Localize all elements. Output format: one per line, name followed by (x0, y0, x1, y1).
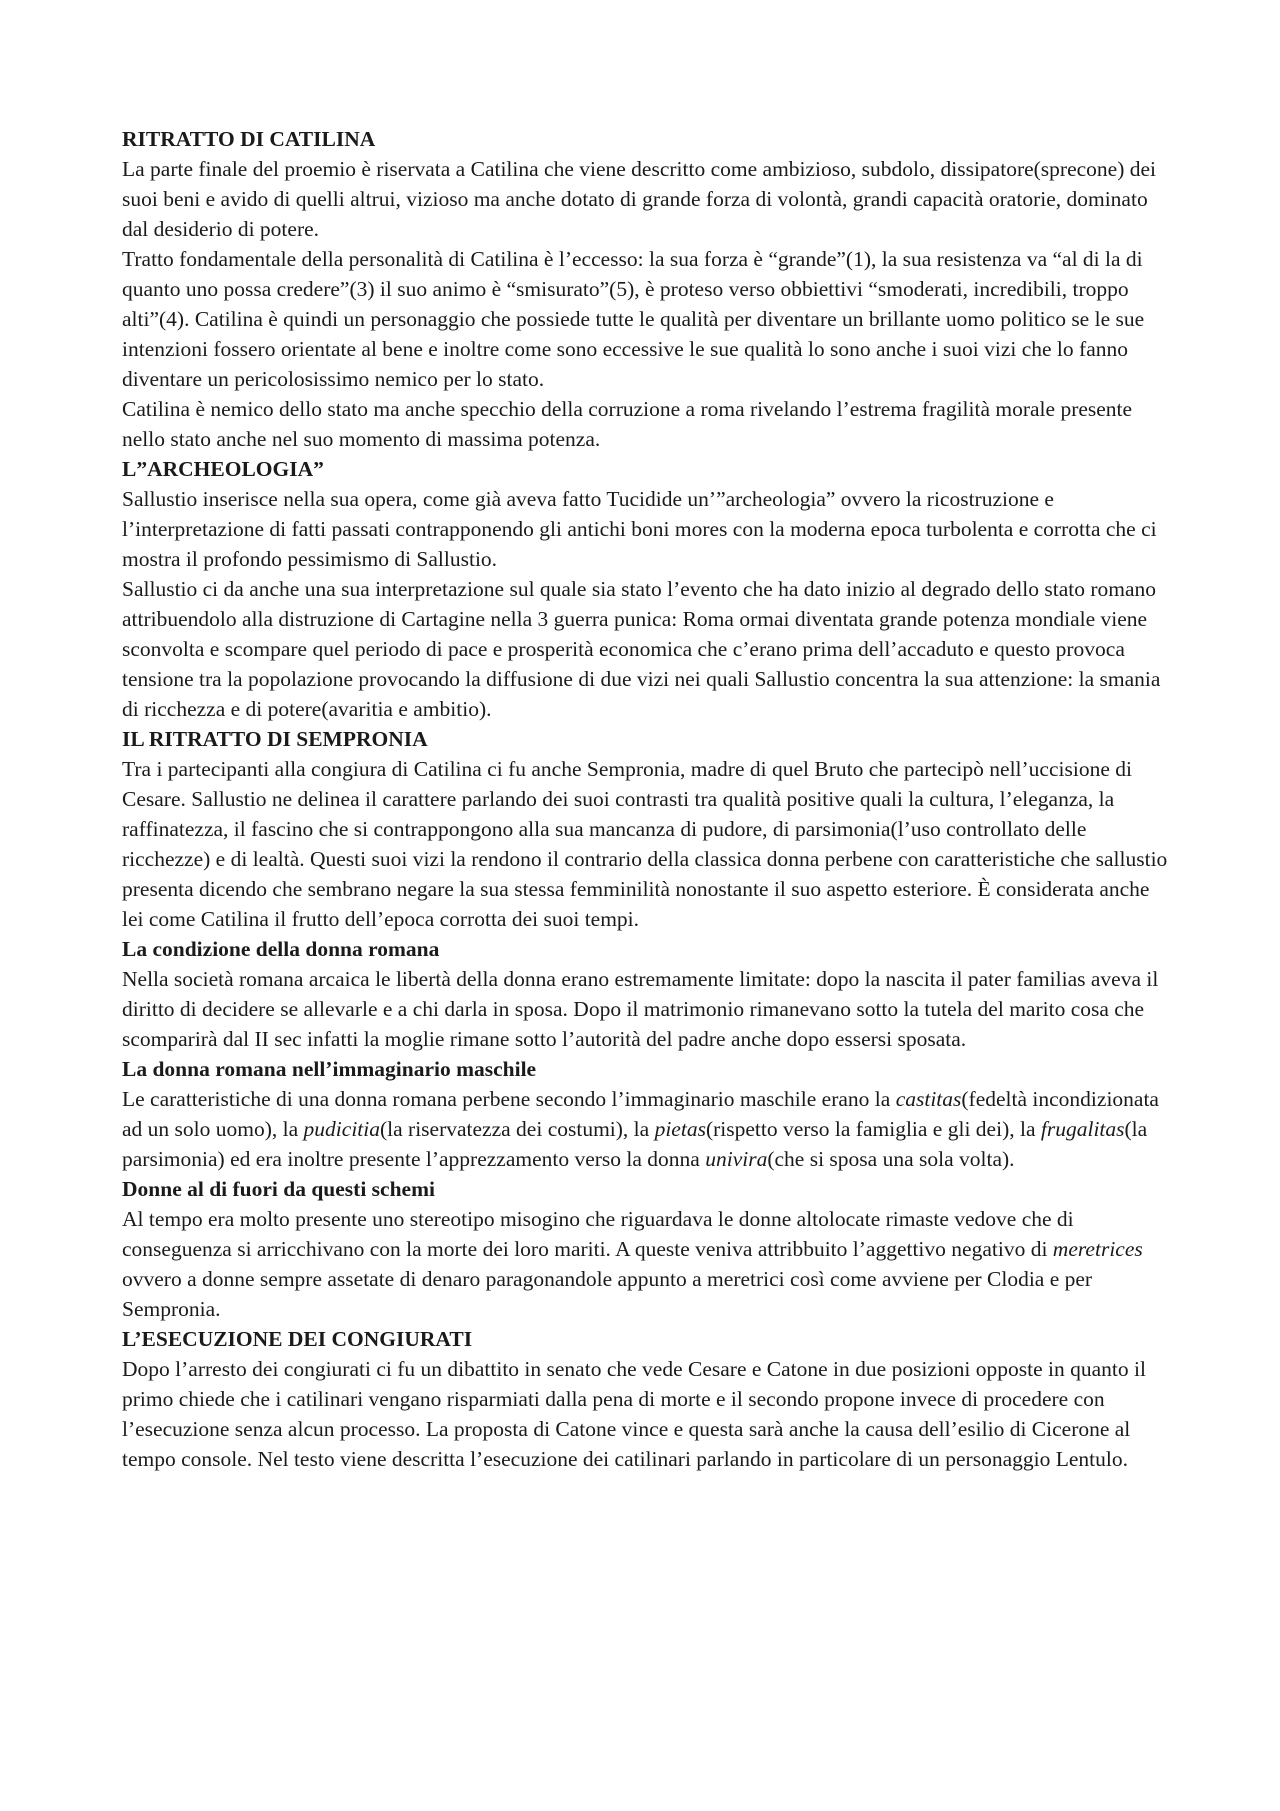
text-run: Sallustio ci da anche una sua interpretazione sul quale sia stato l’evento che ha dato inizio al degrado dello stato romano attribuendolo alla distruzione di Cartagine nella 3 guerra punica: Roma ormai diventata grande potenza mondiale viene sconvolta e scompare quel periodo di pace e prosperità economica che c’erano prima dell’accaduto e questo provoca tensione tra la popolazione provocando la diffusione di due vizi nei quali Sallustio concentra la sua attenzione: la smania di ricchezza e di potere(avaritia e ambitio). (122, 577, 1161, 721)
text-run: (che si sposa una sola volta). (767, 1147, 1015, 1171)
text-run: Nella società romana arcaica le libertà della donna erano estremamente limitate: dopo la nascita il pater familias aveva il diritto di decidere se allevarle e a chi darla in sposa. Dopo il matrimonio rimanevano sotto la tutela del marito cosa che scomparirà dal II sec infatti la moglie rimane sotto l’autorità del padre anche dopo essersi sposata. (122, 967, 1159, 1051)
text-run: Al tempo era molto presente uno stereotipo misogino che riguardava le donne altolocate rimaste vedove che di conseguenza si arricchivano con la morte dei loro mariti. A queste veniva attribbuito l’aggettivo negativo di (122, 1207, 1074, 1261)
text-run: Le caratteristiche di una donna romana perbene secondo l’immaginario maschile erano la (122, 1087, 896, 1111)
italic-term: frugalitas (1040, 1117, 1125, 1141)
document-body (122, 124, 1172, 1474)
document-section (122, 724, 1172, 934)
section-heading: La donna romana nell’immaginario maschile (122, 1057, 537, 1081)
document-section (122, 934, 1172, 1054)
text-run: Tratto fondamentale della personalità di Catilina è l’eccesso: la sua forza è “grande”(1), la sua resistenza va “al di la di quanto uno possa credere”(3) il suo animo è “smisurato”(5), è proteso verso obbiettivi “smoderati, incredibili, troppo alti”(4). Catilina è quindi un personaggio che possiede tutte le qualità per diventare un brillante uomo politico se le sue intenzioni fossero orientate al bene e inoltre come sono eccessive le sue qualità lo sono anche i suoi vizi che lo fanno diventare un pericolosissimo nemico per lo stato. (122, 247, 1145, 391)
paragraph (122, 1084, 1172, 1174)
italic-term: castitas (895, 1087, 962, 1111)
text-run: Sallustio inserisce nella sua opera, come già aveva fatto Tucidide un’”archeologia” ovvero la ricostruzione e l’interpretazione di fatti passati contrapponendo gli antichi boni mores con la moderna epoca turbolenta e corrotta che ci mostra il profondo pessimismo di Sallustio. (122, 487, 1157, 571)
paragraph (122, 574, 1172, 724)
document-section (122, 124, 1172, 454)
italic-term: pudicitia (303, 1117, 380, 1141)
text-run: Tra i partecipanti alla congiura di Catilina ci fu anche Sempronia, madre di quel Bruto che partecipò nell’uccisione di Cesare. Sallustio ne delinea il carattere parlando dei suoi contrasti tra qualità positive quali la cultura, l’eleganza, la raffinatezza, il fascino che si contrappongono alla sua mancanza di pudore, di parsimonia(l’uso controllato delle ricchezze) e di lealtà. Questi suoi vizi la rendono il contrario della classica donna perbene con caratteristiche che sallustio presenta dicendo che sembrano negare la sua stessa femminilità nonostante il suo aspetto esteriore. È considerata anche lei come Catilina il frutto dell’epoca corrotta dei suoi tempi. (122, 757, 1168, 931)
paragraph (122, 1354, 1172, 1474)
text-run: ovvero a donne sempre assetate di denaro paragonandole appunto a meretrici così come avviene per Clodia e per Sempronia. (122, 1267, 1093, 1321)
text-run: (rispetto verso la famiglia e gli dei), la (705, 1117, 1041, 1141)
text-run: (fedeltà incondizionata ad un solo uomo), la (122, 1087, 1159, 1141)
paragraph (122, 1204, 1172, 1324)
italic-term: meretrices (1052, 1237, 1143, 1261)
document-section (122, 1324, 1172, 1474)
paragraph (122, 394, 1172, 454)
section-heading: La condizione della donna romana (122, 937, 440, 961)
paragraph (122, 484, 1172, 574)
text-run: (la riservatezza dei costumi), la (379, 1117, 655, 1141)
paragraph (122, 244, 1172, 394)
italic-term: univira (705, 1147, 768, 1171)
document-section (122, 454, 1172, 724)
section-heading: L”ARCHEOLOGIA” (122, 457, 324, 481)
section-heading: Donne al di fuori da questi schemi (122, 1177, 435, 1201)
paragraph (122, 754, 1172, 934)
text-run: Catilina è nemico dello stato ma anche specchio della corruzione a roma rivelando l’estrema fragilità morale presente nello stato anche nel suo momento di massima potenza. (122, 397, 1133, 451)
section-heading: L’ESECUZIONE DEI CONGIURATI (122, 1327, 473, 1351)
text-run: La parte finale del proemio è riservata a Catilina che viene descritto come ambizioso, subdolo, dissipatore(sprecone) dei suoi beni e avido di quelli altrui, vizioso ma anche dotato di grande forza di volontà, grandi capacità oratorie, dominato dal desiderio di potere. (122, 157, 1157, 241)
document-section (122, 1174, 1172, 1324)
paragraph (122, 964, 1172, 1054)
text-run: Dopo l’arresto dei congiurati ci fu un dibattito in senato che vede Cesare e Catone in due posizioni opposte in quanto il primo chiede che i catilinari vengano risparmiati dalla pena di morte e il secondo propone invece di procedere con l’esecuzione senza alcun processo. La proposta di Catone vince e questa sarà anche la causa dell’esilio di Cicerone al tempo console. Nel testo viene descritta l’esecuzione dei catilinari parlando in particolare di un personaggio Lentulo. (122, 1357, 1146, 1471)
section-heading: IL RITRATTO DI SEMPRONIA (122, 727, 428, 751)
section-heading: RITRATTO DI CATILINA (122, 127, 376, 151)
document-section (122, 1054, 1172, 1174)
italic-term: pietas (654, 1117, 706, 1141)
paragraph (122, 154, 1172, 244)
text-run: (la parsimonia) ed era inoltre presente l’apprezzamento verso la donna (122, 1117, 1148, 1171)
